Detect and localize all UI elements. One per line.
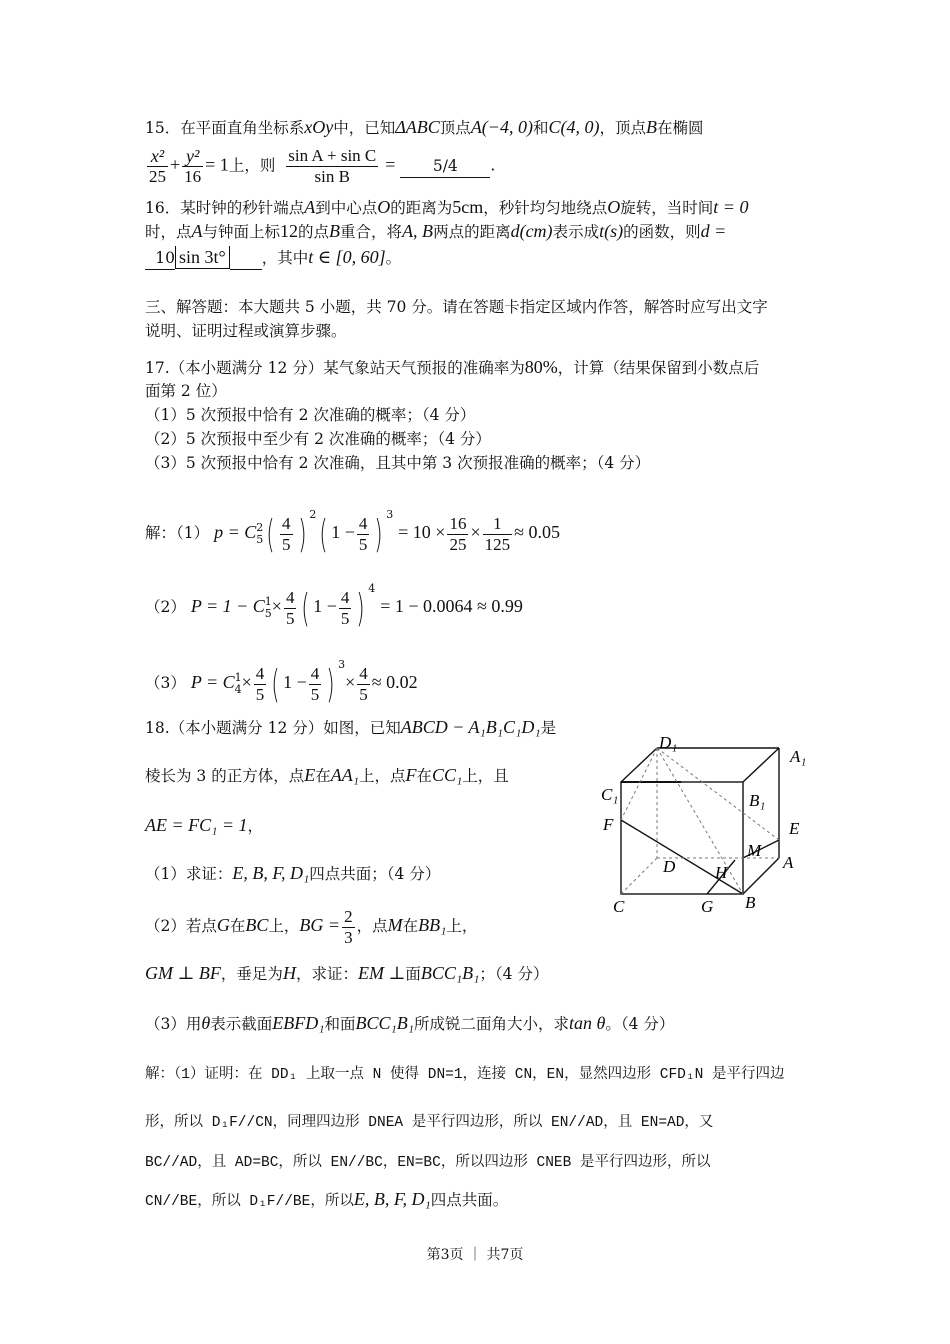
label-B: B — [745, 893, 756, 912]
label-D: D — [663, 857, 676, 876]
q17-line2: 面第 2 位） — [145, 382, 227, 400]
cube-figure — [595, 730, 825, 920]
q17-part3: （3）5 次预报中恰有 2 次准确，且其中第 3 次预报准确的概率；（4 分） — [145, 454, 651, 472]
q15-line1: 15．在平面直角坐标系xOy中，已知ΔABC顶点A(−4, 0)和C(4, 0)，顶点B在椭圆 — [145, 117, 704, 137]
label-M: M — [747, 841, 762, 860]
q18-line1: 18.（本小题满分 12 分）如图，已知ABCD − A₁B₁C₁D₁是 — [145, 717, 557, 737]
q18-solution-line3: BC//AD，且 AD=BC，所以 EN//BC，EN=BC，所以四边形 CNEB 是平行四边形，所以 — [145, 1155, 711, 1171]
label-E: E — [789, 819, 800, 838]
q18-part1: （1）求证：E, B, F, D₁四点共面；（4 分） — [145, 863, 441, 883]
q18-part3: （3）用θ表示截面EBFD₁和面BCC₁B₁所成锐二面角大小，求tan θ。（4 分） — [145, 1013, 675, 1033]
hidden-D1F — [621, 748, 657, 820]
label-G: G — [701, 897, 714, 916]
hidden-edge-CD — [621, 858, 657, 894]
section3-line2: 说明、证明过程或演算步骤。 — [145, 322, 347, 340]
q18-solution-line4: CN//BE，所以 D₁F//BE，所以E, B, F, D₁四点共面。 — [145, 1189, 509, 1210]
q16-line2: 时，点A与钟面上标12的点B重合，将A, B两点的距离d(cm)表示成t(s)的函数，则d = — [145, 221, 727, 241]
q17-part1: （1）5 次预报中恰有 2 次准确的概率；（4 分） — [145, 406, 476, 424]
q17-part2: （2）5 次预报中至少有 2 次准确的概率；（4 分） — [145, 430, 491, 448]
q16-line1: 16．某时钟的秒针端点A到中心点O的距离为5cm，秒针均匀地绕点O旋转，当时间t = 0 — [145, 197, 749, 217]
edge-BA — [743, 858, 779, 894]
line-FB — [621, 820, 743, 894]
q15-line2: $\frac{\text{x²}}{25}$ + $\frac{\text{y²}}{16}$ = 1上，则 $\frac{\text{sin A + sin C}}{\text{sin B}}$ = 5/4 . — [149, 146, 496, 186]
label-F: F — [603, 815, 614, 834]
label-C1: C₁ — [601, 785, 619, 804]
q18-solution-line2: 形，所以 D₁F//CN，同理四边形 DNEA 是平行四边形，所以 EN//AD，且 EN=AD，又 — [145, 1115, 714, 1131]
q17-solution2: （2） P = 1 − C 1 5 × $\frac{4}{5}$ ( 1 − $\frac{4}{5}$ ) $^4$ = 1 − 0.0064 ≈ 0.99 — [145, 582, 523, 630]
q18-part2-cont: GM ⊥ BF，垂足为H，求证：EM ⊥面BCC₁B₁；（4 分） — [145, 963, 549, 983]
section3-line1: 三、解答题：本大题共 5 小题，共 70 分。请在答题卡指定区域内作答，解答时应写出文字 — [145, 298, 768, 316]
label-A1: A₁ — [790, 747, 807, 766]
q16-line3: 10 sin 3t° ，其中t ∈ [0, 60]。 — [145, 246, 401, 270]
q18-solution-line1: 解：（1）证明：在 DD₁ 上取一点 N 使得 DN=1，连接 CN，EN，显然四边形 CFD₁N 是平行四边 — [145, 1067, 785, 1083]
edge-C1D1 — [621, 748, 657, 782]
q17-solution3: （3） P = C 1 4 × $\frac{4}{5}$ ( 1 − $\frac{4}{5}$ ) $^3$× $\frac{4}{5}$ ≈ 0.02 — [145, 658, 418, 706]
q18-part2: （2）若点G在BC上，BG = $\frac{2}{3}$ ，点M在BB₁上， — [145, 906, 478, 947]
label-C: C — [613, 897, 625, 916]
q18-line3: AE = FC₁ = 1， — [145, 815, 264, 835]
q15-answer: 5/4 — [400, 155, 490, 178]
label-B1: B₁ — [749, 791, 766, 810]
page-footer: 第3页 ｜ 共7页 — [426, 1247, 524, 1263]
q18-line2: 棱长为 3 的正方体，点E在AA₁上，点F在CC₁上，且 — [145, 765, 509, 785]
q17-solution1: 解：（1） p = C 2 5 ( $\frac{4}{5}$ ) $^2$( 1 − $\frac{4}{5}$ ) $^3$ = 10 × $\frac{16}{25}$ × $\frac{1}{125}$ ≈ 0.05 — [145, 508, 560, 556]
edge-B1A1 — [743, 748, 779, 782]
label-D1: D₁ — [659, 733, 678, 752]
label-A: A — [783, 853, 794, 872]
q17-line1: 17.（本小题满分 12 分）某气象站天气预报的准确率为80%，计算（结果保留到小数点后 — [145, 357, 760, 377]
label-H: H — [715, 863, 728, 882]
